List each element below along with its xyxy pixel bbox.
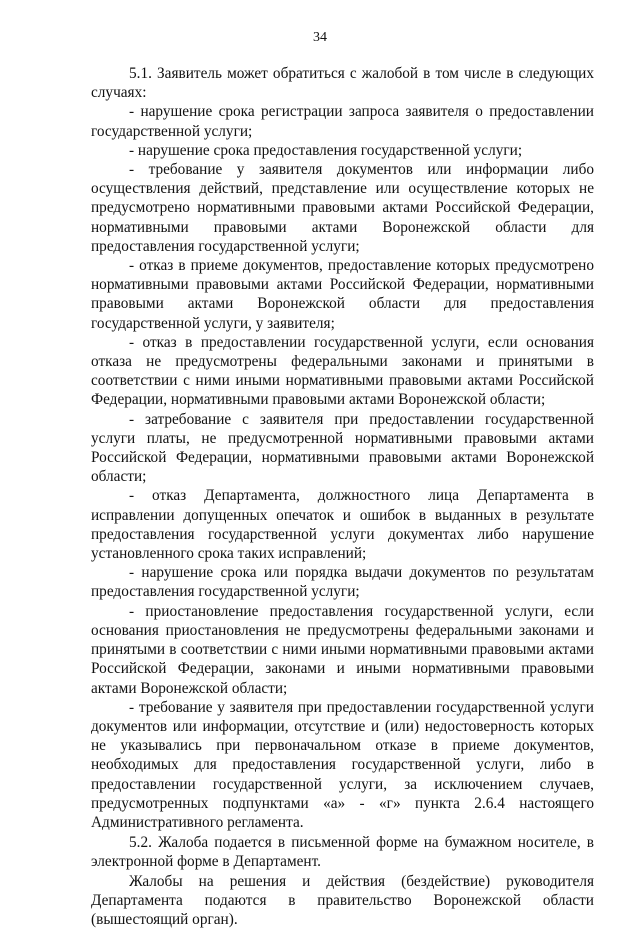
paragraph-complaints-to-government: Жалобы на решения и действия (бездействие) руководителя Департамента подаются в правительство Воронежской области (вышестоящий орган).	[91, 872, 594, 928]
list-item-refusal-of-service: - отказ в предоставлении государственной услуги, если основания отказа не предусмотрены федеральными законами и принятыми в соответствии с ними иными нормативными правовыми актами Российской Федерации, нормативными правовыми актами Воронежской области;	[91, 333, 594, 409]
paragraph-5-1-intro: 5.1. Заявитель может обратиться с жалобой в том числе в следующих случаях:	[91, 65, 594, 102]
list-item-missing-documents-demand: - требование у заявителя при предоставлении государственной услуги документов или информации, отсутствие и (или) недостоверность которых не указывались при первоначальном отказе в приеме документов, необходимых для предоставления государственной услуги, либо в предоставлении государственной услуги, за исключением случаев, предусмотренных подпунктами «а» - «г» пункта 2.6.4 настоящего Административного регламента.	[91, 698, 594, 831]
list-item-correction-refusal: - отказ Департамента, должностного лица Департамента в исправлении допущенных опечаток и ошибок в выданных в результате предоставления государственной услуги документах либо нарушение установленного срока таких исправлений;	[91, 487, 594, 563]
document-body	[91, 64, 594, 929]
list-item-refusal-to-accept: - отказ в приеме документов, предоставление которых предусмотрено нормативными правовыми актами Российской Федерации, нормативными правовыми актами Воронежской области для предоставления государственной услуги, у заявителя;	[91, 257, 594, 332]
list-item-registration-deadline: - нарушение срока регистрации запроса заявителя о предоставлении государственной услуги;	[91, 103, 594, 140]
paragraph-5-2: 5.2. Жалоба подается в письменной форме на бумажном носителе, в электронной форме в Департамент.	[91, 834, 594, 871]
list-item-document-demand: - требование у заявителя документов или информации либо осуществления действий, представление или осуществление которых не предусмотрено нормативными правовыми актами Российской Федерации, нормативными правовыми актами Воронежской области для предоставления государственной услуги;	[91, 161, 594, 255]
list-item-service-deadline: - нарушение срока предоставления государственной услуги;	[129, 141, 523, 159]
list-item-issuance-violation: - нарушение срока или порядка выдачи документов по результатам предоставления государственной услуги;	[91, 564, 594, 601]
page-number: 34	[313, 30, 327, 45]
list-item-suspension: - приостановление предоставления государственной услуги, если основания приостановления не предусмотрены федеральными законами и принятыми в соответствии с ними иными нормативными правовыми актами Российской Федерации, законами и иными нормативными правовыми актами Воронежской области;	[91, 602, 594, 697]
list-item-fee-demand: - затребование с заявителя при предоставлении государственной услуги платы, не предусмотренной нормативными правовыми актами Российской Федерации, нормативными правовыми актами Воронежской области;	[91, 410, 594, 486]
